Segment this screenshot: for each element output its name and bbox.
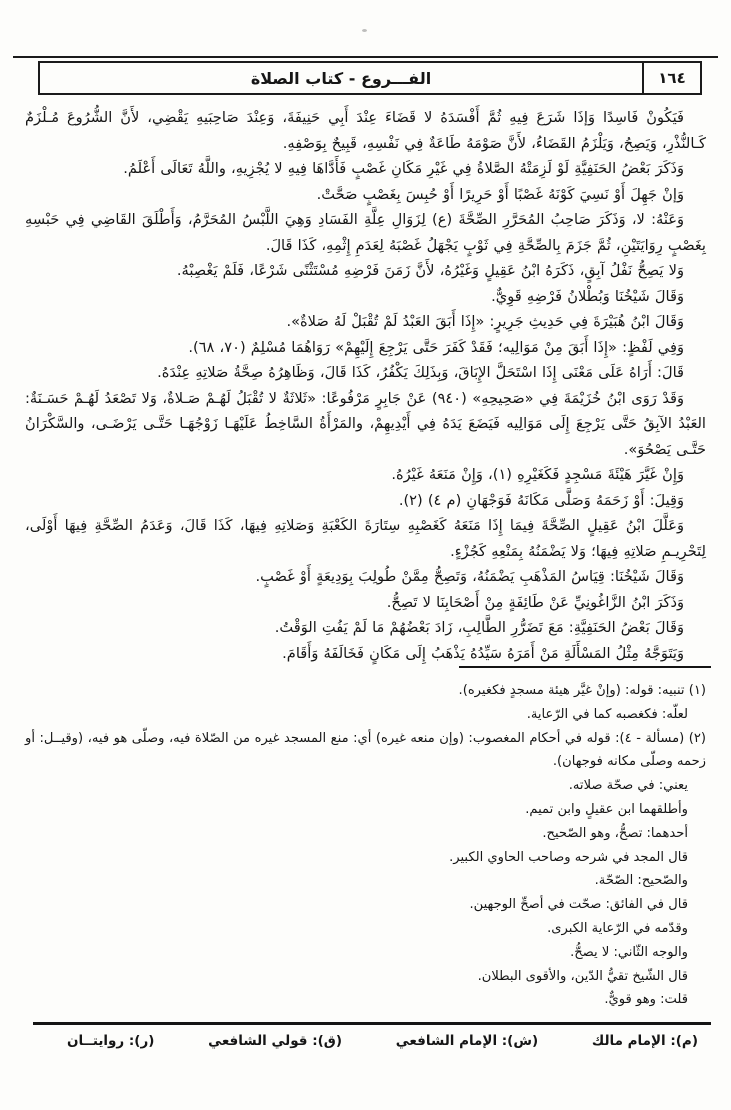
footnote-line: والصّحيح: الصّحّة. (594, 873, 688, 889)
main-text (25, 105, 706, 666)
body-paragraph: قَالَ: أَرَاهُ عَلَى مَعْنَى إِذَا اسْتَحَلَّ الإِبَاقَ، وَبِذَلِكَ يَكْفُرُ، كَذَا قَالَ، وَظَاهِرُهُ صِحَّةُ صَلاتِهِ عِنْدَهُ. (157, 364, 684, 381)
footnote-line: (٢) (مسألة - ٤): قوله في أحكام المغصوب: (وإن منعه غيره) أي: منع المسجد غيره من الصّلاة فيه، وصلّى هو فيه، (وقيــل: أو زحمه وصلّى مكانه فوجهان). (25, 730, 707, 770)
body-paragraph: وَعَنْهُ: لا، وَذَكَرَ صَاحِبُ المُحَرَّرِ الصِّحَّةَ (ع) لِزَوَالِ عِلَّةِ الفَسَادِ وَهِيَ اللَّبْسُ المُحَرَّمُ، وَأَطْلَقَ القَاضِي فِي حَبْسِهِ بِغَصْبٍ رِوَايَتَيْنِ، ثُمَّ جَزَمَ بِالصِّحَّةِ فِي ثَوْبٍ يَجْهَلُ غَصْبَهُ لِعَدَمِ إِثْمِهِ، كَذَا قَالَ. (25, 211, 706, 254)
footnote-separator-rule (459, 666, 711, 668)
footnote-line: يعني: في صحّة صلاته. (568, 778, 688, 794)
scan-speck (362, 29, 367, 32)
body-paragraph: وَذَكَرَ بَعْضُ الحَنَفِيَّةِ لَوْ لَزِمَتْهُ الصَّلاةُ فِي غَيْرِ مَكَانِ غَصْبٍ فَأَدَّاهَا فِيهِ لا يُجْزِيهِ، واللَّهُ تَعَالَى أَعْلَمُ. (123, 160, 684, 177)
body-paragraph: وَلا يَصِحُّ نَفْلُ آبِقٍ، ذَكَرَهُ ابْنُ عَقِيلٍ وَغَيْرُهُ، لأَنَّ زَمَنَ فَرْضِهِ مُسْتَثْنًى شَرْعًا، فَلَمْ يَغْصِبْهُ. (176, 262, 684, 279)
legend-item-riwayatan: (ر): روايتــان (67, 1033, 155, 1049)
legend-item-shafii: (ش): الإمام الشافعي (395, 1033, 539, 1049)
body-paragraph: فَيَكُونْ فَاسِدًا وَإذَا شَرَعَ فِيهِ ثُمَّ أَفْسَدَهُ لا قَضَاءَ عِنْدَ أَبِي حَنِيفَةَ، وَعِنْدَ صَاحِبَيهِ يَقْضِي، لأَنَّ الشُّرُوعَ مُـلْزَمٌ كَـالنُّذْرِ، وَيَصِحُ، وَيَلْزَمُ القَضَاءُ، لأَنَّ صَوْمَهُ طَاعَةٌ فِي نَفْسِهِ، قَبِيحٌ بِوَصْفِهِ. (25, 109, 706, 152)
body-paragraph: وَقَدْ رَوَى ابْنُ خُزَيْمَةَ فِي «صَحِيحِهِ» (٩٤٠) عَنْ جَابِرٍ مَرْفُوعًا: «ثَلاثَةٌ لا تُقْبَلُ لَهُـمْ صَـلاةٌ، وَلا تَصْعَدُ لَهُـمْ حَسَـنَةٌ: العَبْدُ الآبِقُ حَتَّى يَرْجِعَ إِلَى مَوَالِيه فَيَضَعَ يَدَهُ فِي أَيْدِيهِمْ، والمَرْأَةُ السَّاخِطُ عَلَيْهَـا زَوْجُهَـا حَتَّـى يَرْضَـى، والسَّكْرَانُ حَتَّـى يَصْحُوَ». (25, 389, 706, 458)
header-top-rule (13, 56, 718, 58)
body-paragraph: وَقَالَ شَيْخُنَا: قِيَاسُ المَذْهَبِ يَضْمَنُهُ، وَتَصِحُّ مِمَّنْ طُولِبَ بِوَدِيعَةٍ أَوْ غَصْبٍ. (255, 568, 684, 585)
page-number: ١٦٤ (642, 63, 700, 93)
footnote-line: قال الشّيخ تقيُّ الدّين، والأقوى البطلان. (477, 968, 688, 984)
body-paragraph: وَإنْ جَهِلَ أَوْ نَسِيَ كَوْنَهُ غَصْبًا أَوْ حَرِيرًا أَوْ حُبِسَ بِغَصْبٍ صَحَّتْ. (316, 185, 684, 203)
footnote-line: قال المجد في شرحه وصاحب الحاوي الكبير. (449, 849, 688, 865)
footnote-line: وأطلقهما ابن عقيلٍ وابن تميم. (525, 801, 688, 817)
body-paragraph: وَيَتَوَجَّهُ مِثْلُ المَسْأَلَةِ مَنْ أَمَرَهُ سَيِّدُهُ يَذْهَبُ إِلَى مَكَانٍ فَخَالَفَهُ وَأَقَامَ. (282, 644, 684, 662)
footnote-line: قال في الفائق: صحّت في أصحِّ الوجهين. (469, 897, 688, 913)
legend-item-malik: (م): الإمام مالك (591, 1033, 698, 1049)
body-paragraph: وَذَكَرَ ابْنُ الزَّاغُونِيِّ عَنْ طَائِفَةٍ مِنْ أَصْحَابِنَا لا تَصِحُّ. (386, 593, 684, 611)
body-paragraph: وَعَلَّلَ ابْنُ عَقِيلٍ الصِّحَّةَ فِيمَا إِذَا مَنَعَهُ كَغَصْبِهِ سِتَارَةَ الكَعْبَةِ وَصَلاتِهِ فِيهَا، كَذَا قَالَ، وَعَدَمُ الصِّحَّةِ فِيهَا أَوْلَى، لِتَحْرِيـمِ صَلاتِهِ فِيهَا؛ وَلا يَضْمَنُهُ بِمَنْعِهِ كَجُزْءٍ. (25, 517, 706, 560)
body-paragraph: وَقَالَ شَيْخُنَا وَبُطْلانُ فَرْضِهِ قَوِيٌّ. (491, 287, 684, 305)
legend-item-qawl-shafii: (ق): قولي الشافعي (208, 1033, 343, 1049)
page-header (38, 61, 702, 95)
abbreviation-legend (25, 1033, 706, 1049)
page-title: الفـــروع - كتاب الصلاة (250, 68, 432, 88)
body-paragraph: وَفِي لَفْظٍ: «إِذَا أَبَقَ مِنْ مَوَالِيه؛ فَقَدْ كَفَرَ حَتَّى يَرْجِعَ إِلَيْهِمْ» رَوَاهُمَا مُسْلِمٌ (٧٠، ٦٨). (188, 338, 684, 356)
body-paragraph: وَقَالَ بَعْضُ الحَنَفِيَّةِ: مَعَ تَضَرُّرِ الطَّالِبِ، زَادَ بَعْضُهُمْ مَا لَمْ يَفُتِ الوَقْتُ. (274, 619, 684, 636)
header-title-cell (40, 63, 642, 93)
footer-rule (33, 1022, 711, 1025)
footnote-line: والوجه الثّاني: لا يصحُّ. (570, 944, 688, 960)
body-paragraph: وَقَالَ ابْنُ هُبَيْرَةَ فِي حَدِيثِ جَرِيرٍ: «إِذَا أَبَقَ العَبْدُ لَمْ تُقْبَلْ لَهُ صَلاةٌ». (286, 313, 684, 330)
footnote-line: أحدهما: تصحُّ، وهو الصّحيح. (542, 825, 688, 841)
footnote-line: (١) تنبيه: قوله: (وإنْ غيَّر هيئة مسجدٍ فكغيره). (458, 683, 706, 698)
footnote-line: وقدّمه في الرّعاية الكبرى. (547, 920, 688, 936)
footnote-line: لعلّه: فكغصبه كما في الرّعاية. (526, 706, 688, 722)
body-paragraph: وَإِنْ غَيَّرَ هَيْئَةَ مَسْجِدٍ فَكَغَيْرِهِ (١)، وَإِنْ مَنَعَهُ غَيْرُهُ. (391, 466, 684, 483)
footnotes-block (25, 679, 706, 1012)
footnote-line: قلت: وهو قويٌّ. (604, 992, 688, 1008)
body-paragraph: وَقِيلَ: أَوْ زَحَمَهُ وَصَلَّى مَكَانَهُ فَوَجْهَانِ (م ٤) (٢). (398, 491, 684, 509)
